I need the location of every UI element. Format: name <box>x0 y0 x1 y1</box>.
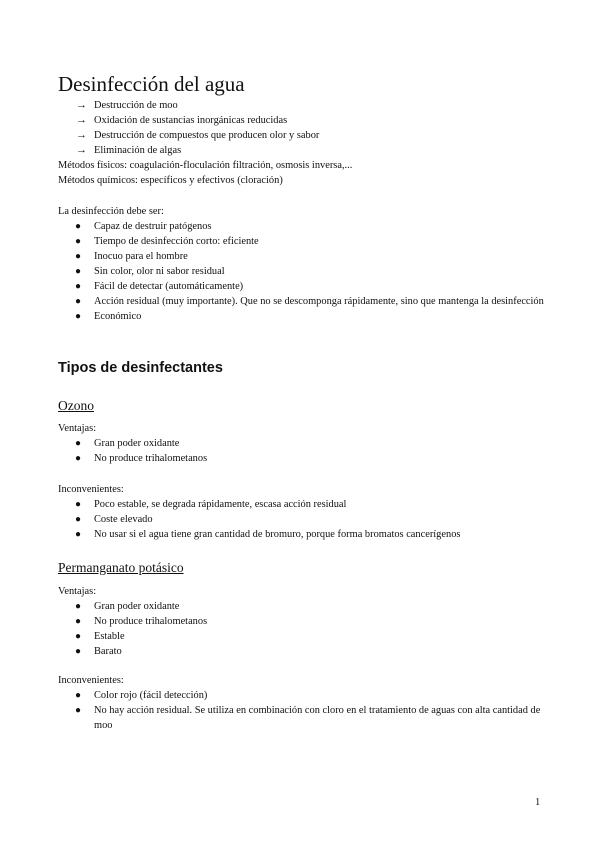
tipos-heading: Tipos de desinfectantes <box>58 360 223 376</box>
bullet-icon: ● <box>75 438 82 449</box>
list-item: ● Sin color, olor ni sabor residual <box>75 266 225 277</box>
bullet-icon: ● <box>75 514 82 525</box>
ozono-inconvenientes-label: Inconvenientes: <box>58 484 124 495</box>
arrow-icon: → <box>76 129 87 141</box>
list-item: ● Tiempo de desinfección corto: eficiente <box>75 236 259 247</box>
bullet-icon: ● <box>75 251 82 262</box>
ozono-heading: Ozono <box>58 398 94 413</box>
list-item: ● Color rojo (fácil detección) <box>75 690 208 701</box>
ozono-ventajas-list <box>58 436 548 466</box>
list-item: ● Fácil de detectar (automáticamente) <box>75 281 244 292</box>
bullet-icon: ● <box>75 453 82 464</box>
page-number: 1 <box>535 797 541 808</box>
bullet-icon: ● <box>75 281 82 292</box>
metodos-quimicos-text: Métodos químicos: específicos y efectivos (cloración) <box>58 175 283 186</box>
list-item: → Oxidación de sustancias inorgánicas reducidas <box>76 114 288 126</box>
bullet-icon: ● <box>75 499 82 510</box>
bullet-icon: ● <box>75 690 82 701</box>
list-item: → Destrucción de moo <box>76 99 178 111</box>
permanganato-inconvenientes-list <box>58 688 548 733</box>
bullet-icon: ● <box>75 601 82 612</box>
list-item: ● Capaz de destruir patógenos <box>75 221 212 232</box>
desinfeccion-heading: La desinfección debe ser: <box>58 206 164 217</box>
bullet-icon: ● <box>75 616 82 627</box>
bullet-icon: ● <box>75 221 82 232</box>
arrow-icon: → <box>76 144 87 156</box>
list-item: ● Acción residual (muy importante). Que no se descomponga rápidamente, sino que mantenga la desinfección <box>75 296 544 307</box>
list-item: ● No hay acción residual. Se utiliza en combinación con cloro en el tratamiento de aguas con alta cantidad de moo <box>75 705 541 731</box>
desinfeccion-list <box>58 219 548 324</box>
list-item: ● No usar si el agua tiene gran cantidad de bromuro, porque forma bromatos cancerígenos <box>75 529 461 540</box>
ozono-ventajas-label: Ventajas: <box>58 423 97 434</box>
bullet-icon: ● <box>75 296 82 307</box>
list-item: ● No produce trihalometanos <box>75 453 208 464</box>
intro-list <box>58 98 319 158</box>
metodos-fisicos-text: Métodos físicos: coagulación-floculación filtración, osmosis inversa,... <box>58 160 353 171</box>
list-item: ● Gran poder oxidante <box>75 601 180 612</box>
list-item: → Eliminación de algas <box>76 144 182 156</box>
list-item: → Destrucción de compuestos que producen olor y sabor <box>76 129 320 141</box>
list-item: ● No produce trihalometanos <box>75 616 208 627</box>
permanganato-ventajas-list <box>58 599 548 659</box>
bullet-icon: ● <box>75 266 82 277</box>
bullet-icon: ● <box>75 311 82 322</box>
list-item: ● Barato <box>75 646 122 657</box>
list-item: ● Estable <box>75 631 125 642</box>
list-item: ● Coste elevado <box>75 514 153 525</box>
arrow-icon: → <box>76 99 87 111</box>
list-item: ● Poco estable, se degrada rápidamente, escasa acción residual <box>75 499 347 510</box>
permanganato-heading: Permanganato potásico <box>58 560 184 575</box>
document-title: Desinfección del agua <box>58 72 245 96</box>
list-item: ● Gran poder oxidante <box>75 438 180 449</box>
permanganato-ventajas-label: Ventajas: <box>58 586 97 597</box>
bullet-icon: ● <box>75 646 82 657</box>
arrow-icon: → <box>76 114 87 126</box>
list-item: ● Económico <box>75 311 142 322</box>
ozono-inconvenientes-list <box>58 497 548 542</box>
permanganato-inconvenientes-label: Inconvenientes: <box>58 675 124 686</box>
bullet-icon: ● <box>75 631 82 642</box>
bullet-icon: ● <box>75 705 82 716</box>
bullet-icon: ● <box>75 529 82 540</box>
list-item: ● Inocuo para el hombre <box>75 251 188 262</box>
bullet-icon: ● <box>75 236 82 247</box>
